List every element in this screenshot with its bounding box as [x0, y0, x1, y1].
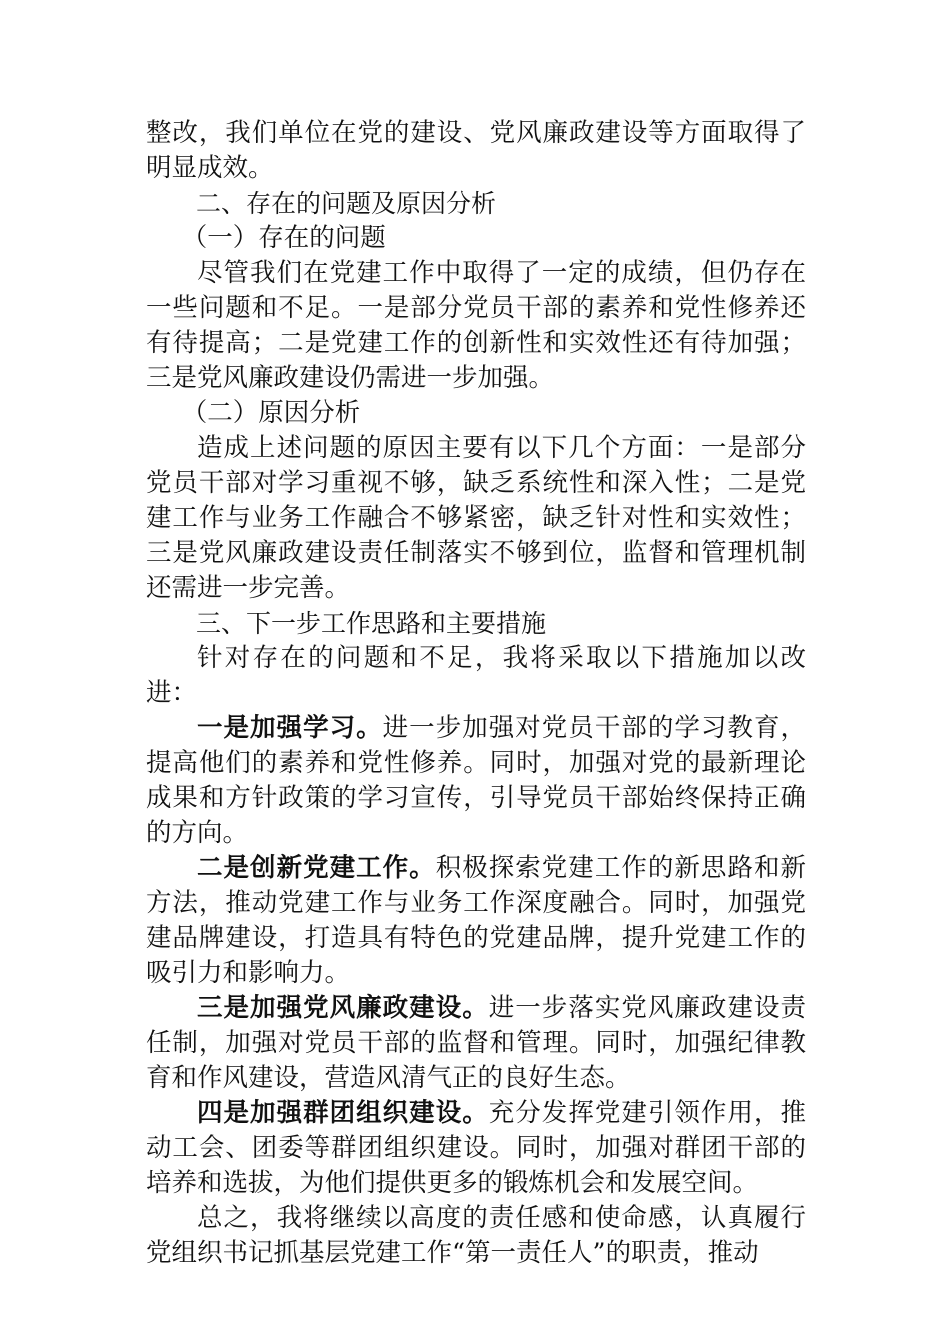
measure-2-text: 积极探索党建工作的新思路和新方法，推动党建工作与业务工作深度融合。同时，加强党建品牌建设，打造具有特色的党建品牌，提升党建工作的吸引力和影响力。	[146, 853, 806, 988]
measure-4-text: 充分发挥党建引领作用，推动工会、团委等群团组织建设。同时，加强对群团干部的培养和选拔，为他们提供更多的锻炼机会和发展空间。	[146, 1098, 806, 1198]
document-page	[146, 116, 806, 1271]
measure-1-text: 进一步加强对党员干部的学习教育，提高他们的素养和党性修养。同时，加强对党的最新理论成果和方针政策的学习宣传，引导党员干部始终保持正确的方向。	[146, 713, 806, 848]
measure-3-text: 进一步落实党风廉政建设责任制，加强对党员干部的监督和管理。同时，加强纪律教育和作风建设，营造风清气正的良好生态。	[146, 993, 806, 1093]
measure-1-lead: 一是加强学习。	[197, 713, 383, 743]
subheading-causes: （二）原因分析	[181, 398, 361, 428]
measure-4-lead: 四是加强群团组织建设。	[197, 1098, 489, 1128]
paragraph-measures-intro: 针对存在的问题和不足，我将采取以下措施加以改进：	[146, 643, 806, 708]
measure-2-lead: 二是创新党建工作。	[197, 853, 436, 883]
measure-3-lead: 三是加强党风廉政建设。	[197, 993, 489, 1023]
paragraph-causes: 造成上述问题的原因主要有以下几个方面：一是部分党员干部对学习重视不够，缺乏系统性和深入性；二是党建工作与业务工作融合不够紧密，缺乏针对性和实效性；三是党风廉政建设责任制落实不够到位，监督和管理机制还需进一步完善。	[146, 433, 806, 603]
paragraph-measure-2	[146, 851, 806, 991]
paragraph-measure-1	[146, 711, 806, 851]
paragraph-problems: 尽管我们在党建工作中取得了一定的成绩，但仍存在一些问题和不足。一是部分党员干部的素养和党性修养还有待提高；二是党建工作的创新性和实效性还有待加强；三是党风廉政建设仍需进一步加强。	[146, 258, 806, 393]
section-heading-measures: 三、下一步工作思路和主要措施	[196, 609, 547, 638]
paragraph-continued: 整改，我们单位在党的建设、党风廉政建设等方面取得了明显成效。	[146, 118, 806, 183]
paragraph-measure-3	[146, 991, 806, 1096]
paragraph-conclusion: 总之，我将继续以高度的责任感和使命感，认真履行党组织书记抓基层党建工作“第一责任人”的职责，推动	[146, 1203, 806, 1268]
section-heading-problems: 二、存在的问题及原因分析	[196, 189, 497, 218]
paragraph-measure-4	[146, 1096, 806, 1201]
subheading-problems: （一）存在的问题	[181, 223, 386, 253]
